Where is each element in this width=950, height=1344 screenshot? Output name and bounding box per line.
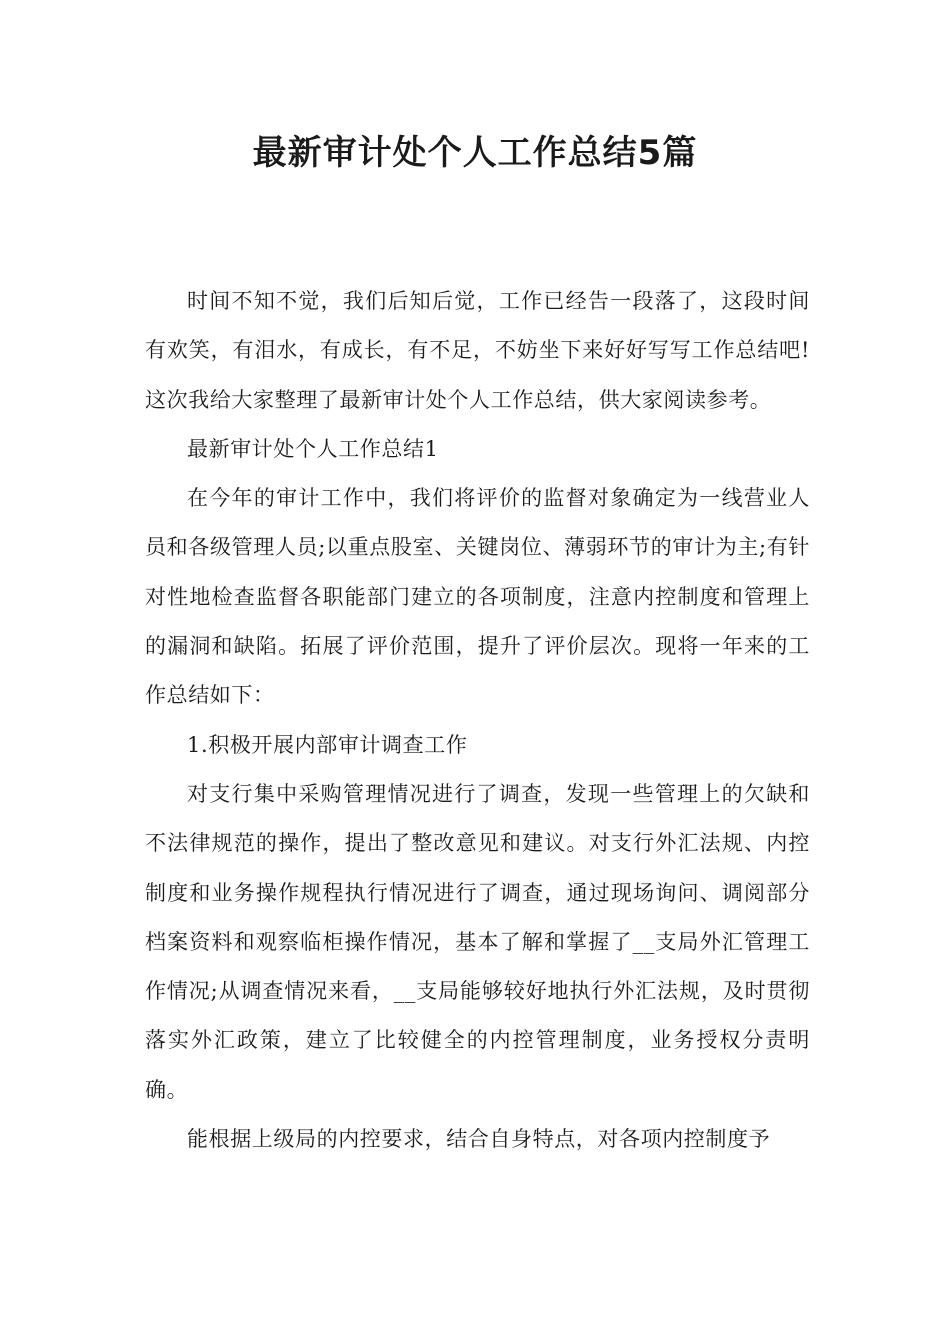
document-body xyxy=(145,277,810,1164)
body-paragraph: 在今年的审计工作中，我们将评价的监督对象确定为一线营业人员和各级管理人员;以重点股室、关键岗位、薄弱环节的审计为主;有针对性地检查监督各职能部门建立的各项制度，注意内控制度和管理上的漏洞和缺陷。拓展了评价范围，提升了评价层次。现将一年来的工作总结如下： xyxy=(145,486,810,708)
intro-paragraph: 时间不知不觉，我们后知后觉，工作已经告一段落了，这段时间有欢笑，有泪水，有成长，有不足，不妨坐下来好好写写工作总结吧!这次我给大家整理了最新审计处个人工作总结，供大家阅读参考。 xyxy=(145,289,810,412)
subsection-heading: 1.积极开展内部审计调查工作 xyxy=(187,732,468,757)
body-paragraph: 能根据上级局的内控要求，结合自身特点，对各项内控制度予 xyxy=(187,1127,771,1152)
body-paragraph: 对支行集中采购管理情况进行了调查，发现一些管理上的欠缺和不法律规范的操作，提出了整改意见和建议。对支行外汇法规、内控制度和业务操作规程执行情况进行了调查，通过现场询问、调阅部分档案资料和观察临柜操作情况，基本了解和掌握了__支局外汇管理工作情况;从调查情况来看，__支局能够较好地执行外汇法规，及时贯彻落实外汇政策，建立了比较健全的内控管理制度，业务授权分责明确。 xyxy=(145,781,810,1102)
document-title: 最新审计处个人工作总结5篇 xyxy=(252,133,698,173)
section-heading: 最新审计处个人工作总结1 xyxy=(187,436,439,461)
